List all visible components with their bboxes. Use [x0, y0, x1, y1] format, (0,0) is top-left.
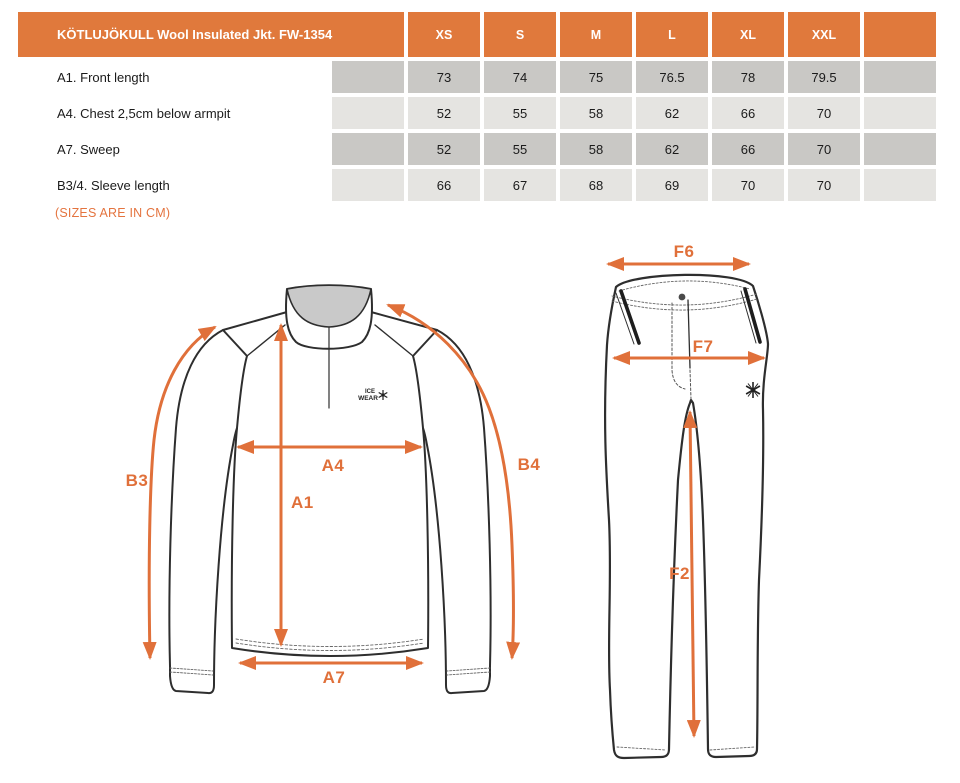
- label-b3: B3: [125, 471, 149, 490]
- label-a1: A1: [291, 493, 314, 512]
- sizes-in-cm-note: (SIZES ARE IN CM): [55, 206, 171, 220]
- value-xs: 66: [408, 169, 480, 201]
- label-a7: A7: [322, 668, 346, 687]
- value-xs: 73: [408, 61, 480, 93]
- value-l: 76.5: [636, 61, 708, 93]
- value-m: 58: [560, 133, 632, 165]
- waist-button: [679, 294, 686, 301]
- label-b4: B4: [517, 455, 541, 474]
- value-xxl: 79.5: [788, 61, 860, 93]
- value-xxl: 70: [788, 133, 860, 165]
- size-col-s: S: [484, 12, 556, 57]
- row-label: A4. Chest 2,5cm below armpit: [57, 105, 231, 121]
- jacket-drawing: [169, 285, 490, 693]
- label-f7: F7: [692, 337, 714, 356]
- row-label: A7. Sweep: [57, 141, 120, 157]
- logo-text-ice: ICE: [364, 389, 376, 395]
- product-title: KÖTLUJÖKULL Wool Insulated Jkt. FW-1354: [18, 12, 404, 57]
- value-l: 62: [636, 97, 708, 129]
- label-a4: A4: [321, 456, 345, 475]
- value-xl: 70: [712, 169, 784, 201]
- value-m: 58: [560, 97, 632, 129]
- value-xs: 52: [408, 133, 480, 165]
- size-col-xxl: XXL: [788, 12, 860, 57]
- size-col-m: M: [560, 12, 632, 57]
- value-xl: 66: [712, 97, 784, 129]
- arrow-f2-inseam: [690, 412, 694, 736]
- value-s: 74: [484, 61, 556, 93]
- size-col-xs: XS: [408, 12, 480, 57]
- label-f6: F6: [673, 242, 695, 261]
- size-col-xl: XL: [712, 12, 784, 57]
- value-xxl: 70: [788, 97, 860, 129]
- value-s: 55: [484, 97, 556, 129]
- value-l: 69: [636, 169, 708, 201]
- pants-drawing: [605, 275, 768, 758]
- value-xxl: 70: [788, 169, 860, 201]
- value-s: 55: [484, 133, 556, 165]
- label-f2: F2: [669, 564, 690, 583]
- row-label: B3/4. Sleeve length: [57, 177, 170, 193]
- value-xs: 52: [408, 97, 480, 129]
- logo-text-wear: WEAR: [358, 395, 378, 402]
- value-m: 68: [560, 169, 632, 201]
- value-m: 75: [560, 61, 632, 93]
- value-xl: 78: [712, 61, 784, 93]
- size-col-l: L: [636, 12, 708, 57]
- value-s: 67: [484, 169, 556, 201]
- row-label: A1. Front length: [57, 69, 150, 85]
- value-l: 62: [636, 133, 708, 165]
- value-xl: 66: [712, 133, 784, 165]
